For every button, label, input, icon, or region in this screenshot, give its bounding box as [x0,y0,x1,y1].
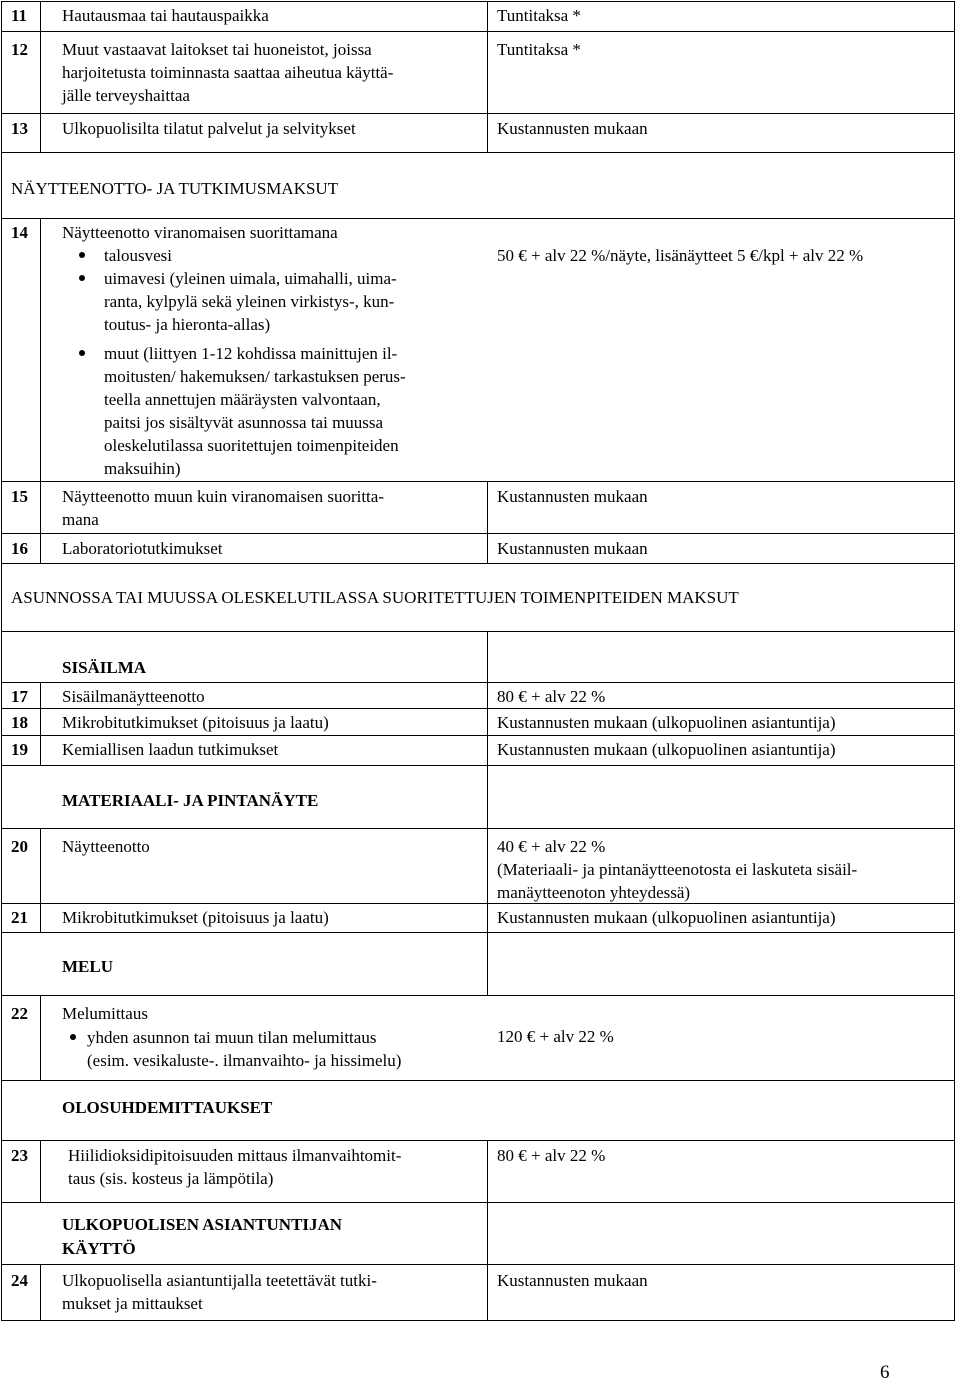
row-price: Tuntitaksa * [497,6,581,25]
row-number: 16 [11,539,28,558]
row-price: Kustannusten mukaan [497,1271,648,1290]
row-description: Ulkopuolisilta tilatut palvelut ja selvitykset [62,119,356,138]
row-description: Kemiallisen laadun tutkimukset [62,740,279,759]
section-heading: NÄYTTEENOTTO- JA TUTKIMUSMAKSUT [11,179,339,198]
row-price-line: (Materiaali- ja pintanäytteenotosta ei laskuteta sisäil- [497,860,858,879]
row-number: 14 [11,223,28,242]
row-number: 12 [11,40,28,59]
bullet-text: uimavesi (yleinen uimala, uimahalli, uima- [104,269,397,288]
row-price: Tuntitaksa * [497,40,581,59]
row-number: 11 [11,6,28,25]
row-number: 15 [11,487,28,506]
row-description-line: harjoitetusta toiminnasta saattaa aiheutua käyttä- [62,63,394,82]
row-description: Mikrobitutkimukset (pitoisuus ja laatu) [62,908,329,927]
bullet-text: muut (liittyen 1-12 kohdissa mainittujen il- [104,344,398,363]
row-description-line: Näytteenotto muun kuin viranomaisen suoritta- [62,487,384,506]
bullet-icon [79,275,85,281]
row-price: Kustannusten mukaan (ulkopuolinen asiantuntija) [497,740,836,759]
bullet-text: (esim. vesikaluste-. ilmanvaihto- ja hissimelu) [87,1051,402,1070]
bullet-icon [70,1034,76,1040]
bullet-text: teella annettujen määräysten valvontaan, [104,390,381,409]
row-number: 21 [11,908,28,927]
subsection-heading: OLOSUHDEMITTAUKSET [62,1098,273,1117]
subsection-heading-line: KÄYTTÖ [62,1239,136,1258]
bullet-icon [79,252,85,258]
row-price: Kustannusten mukaan [497,539,648,558]
row-price: 120 € + alv 22 % [497,1027,614,1046]
row-description-line: Ulkopuolisella asiantuntijalla teetettävät tutki- [62,1271,377,1290]
row-price: 50 € + alv 22 %/näyte, lisänäytteet 5 €/kpl + alv 22 % [497,246,864,265]
bullet-text: toutus- ja hieronta-allas) [104,315,271,334]
subsection-heading: SISÄILMA [62,658,147,677]
section-heading: ASUNNOSSA TAI MUUSSA OLESKELUTILASSA SUORITETTUJEN TOIMENPITEIDEN MAKSUT [11,588,739,607]
row-number: 13 [11,119,28,138]
bullet-text: ranta, kylpylä sekä yleinen virkistys-, kun- [104,292,395,311]
bullet-text: oleskelutilassa suoritettujen toimenpiteiden [104,436,399,455]
row-price: Kustannusten mukaan (ulkopuolinen asiantuntija) [497,713,836,732]
row-description-line: Hiilidioksidipitoisuuden mittaus ilmanvaihtomit- [68,1146,402,1165]
row-number: 24 [11,1271,28,1290]
row-description-line: jälle terveyshaittaa [62,86,190,105]
subsection-heading: MATERIAALI- JA PINTANÄYTE [62,791,319,810]
page-number: 6 [880,1362,890,1383]
row-description: Laboratoriotutkimukset [62,539,223,558]
row-number: 18 [11,713,28,732]
row-number: 22 [11,1004,28,1023]
row-description: Melumittaus [62,1004,148,1023]
row-description-line: taus (sis. kosteus ja lämpötila) [68,1169,274,1188]
row-price: Kustannusten mukaan (ulkopuolinen asiantuntija) [497,908,836,927]
row-description-line: Muut vastaavat laitokset tai huoneistot, joissa [62,40,372,59]
row-number: 17 [11,687,28,706]
row-number: 23 [11,1146,28,1165]
row-price-line: 40 € + alv 22 % [497,837,606,856]
row-price: 80 € + alv 22 % [497,1146,606,1165]
bullet-text: moitusten/ hakemuksen/ tarkastuksen perus- [104,367,406,386]
row-description: Hautausmaa tai hautauspaikka [62,6,269,25]
row-number: 20 [11,837,28,856]
row-price-line: manäytteenoton yhteydessä) [497,883,691,902]
row-description: Mikrobitutkimukset (pitoisuus ja laatu) [62,713,329,732]
row-description: Näytteenotto viranomaisen suorittamana [62,223,338,242]
row-price: Kustannusten mukaan [497,487,648,506]
row-description-line: mukset ja mittaukset [62,1294,203,1313]
subsection-heading: MELU [62,957,113,976]
row-price: 80 € + alv 22 % [497,687,606,706]
bullet-text: maksuihin) [104,459,181,478]
bullet-icon [79,350,85,356]
bullet-text: yhden asunnon tai muun tilan melumittaus [87,1028,377,1047]
row-description: Sisäilmanäytteenotto [62,687,205,706]
row-description-line: mana [62,510,99,529]
row-number: 19 [11,740,28,759]
subsection-heading-line: ULKOPUOLISEN ASIANTUNTIJAN [62,1215,343,1234]
bullet-text: talousvesi [104,246,172,265]
bullet-text: paitsi jos sisältyvät asunnossa tai muussa [104,413,384,432]
row-price: Kustannusten mukaan [497,119,648,138]
row-description: Näytteenotto [62,837,150,856]
